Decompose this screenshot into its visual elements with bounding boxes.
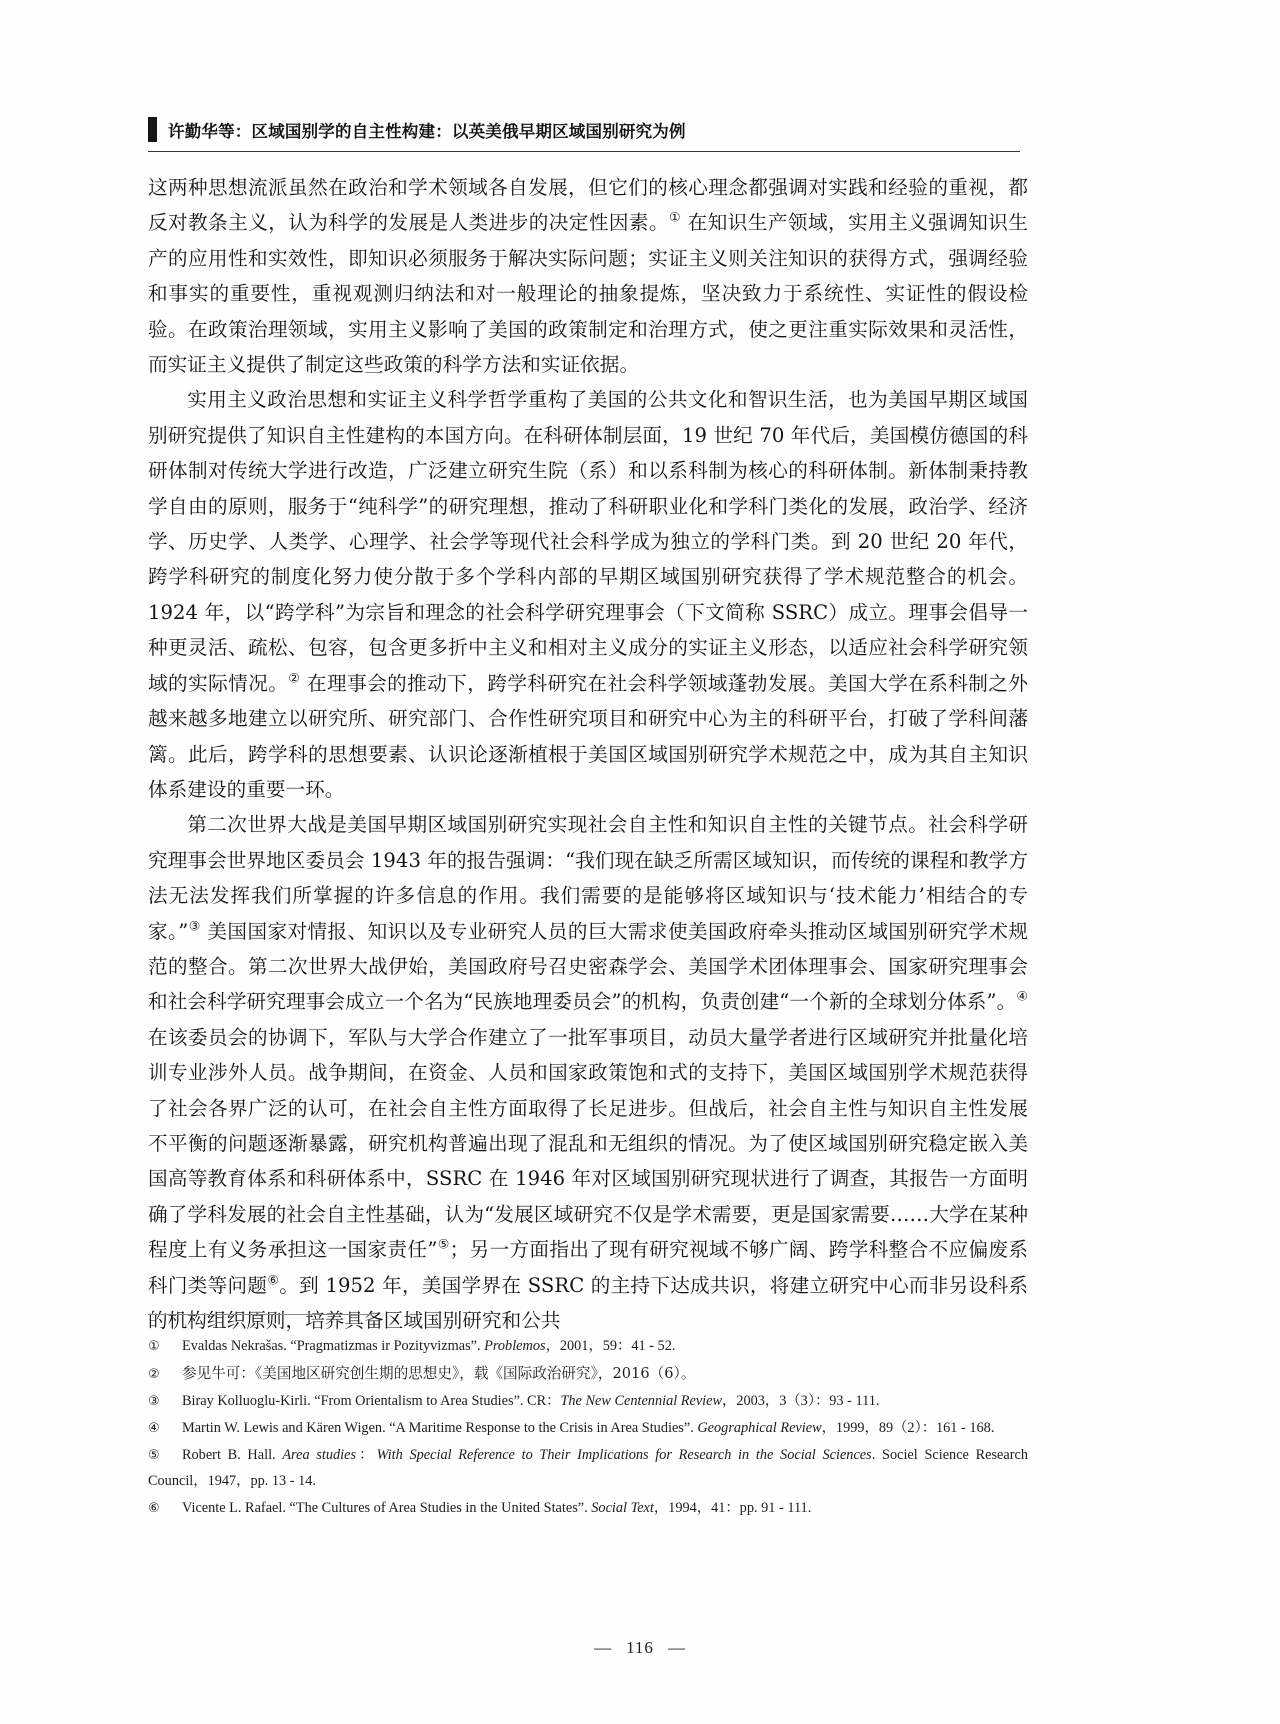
- footnote-marker: ⑥: [148, 1501, 160, 1517]
- footnote-item-2: [148, 1361, 1028, 1388]
- running-head: [148, 112, 1020, 152]
- footnote-marker: ②: [148, 1367, 160, 1383]
- footnote-marker: ④: [148, 1421, 160, 1437]
- page-number-dash-left: —: [594, 1638, 613, 1657]
- footnote-text: Biray Kolluoglu-Kirli. “From Orientalism to Area Studies”. CR：The New Centennial Review，2003，3（3）：93 - 111.: [182, 1393, 880, 1410]
- paragraph-1: 这两种思想流派虽然在政治和学术领域各自发展，但它们的核心理念都强调对实践和经验的重视，都反对教条主义，认为科学的发展是人类进步的决定性因素。① 在知识生产领域，实用主义强调知识生产的应用性和实效性，即知识必须服务于解决实际问题；实证主义则关注知识的获得方式，强调经验和事实的重要性，重视观测归纳法和对一般理论的抽象提炼，坚决致力于系统性、实证性的假设检验。在政策治理领域，实用主义影响了美国的政策制定和治理方式，使之更注重实际效果和灵活性，而实证主义提供了制定这些政策的科学方法和实证依据。: [148, 176, 1028, 377]
- footnote-list: [148, 1334, 1028, 1523]
- running-head-title: 许勤华等：区域国别学的自主性构建：以英美俄早期区域国别研究为例: [168, 121, 686, 141]
- footnote-text: Martin W. Lewis and Kären Wigen. “A Maritime Response to the Crisis in Area Studies”. Geographical Review，1999，89（2）：161 - 168.: [182, 1420, 995, 1437]
- footnote-item-1: [148, 1334, 1028, 1360]
- paragraph-3: 第二次世界大战是美国早期区域国别研究实现社会自主性和知识自主性的关键节点。社会科学研究理事会世界地区委员会 1943 年的报告强调：“我们现在缺乏所需区域知识，而传统的课程和教学方法无法发挥我们所掌握的许多信息的作用。我们需要的是能够将区域知识与‘技术能力’相结合的专家。”③ 美国国家对情报、知识以及专业研究人员的巨大需求使美国政府牵头推动区域国别研究学术规范的整合。第二次世界大战伊始，美国政府号召史密森学会、美国学术团体理事会、国家研究理事会和社会科学研究理事会成立一个名为“民族地理委员会”的机构，负责创建“一个新的全球划分体系”。④ 在该委员会的协调下，军队与大学合作建立了一批军事项目，动员大量学者进行区域研究并批量化培训专业涉外人员。战争期间，在资金、人员和国家政策饱和式的支持下，美国区域国别学术规范获得了社会各界广泛的认可，在社会自主性方面取得了长足进步。但战后，社会自主性与知识自主性发展不平衡的问题逐渐暴露，研究机构普遍出现了混乱和无组织的情况。为了使区域国别研究稳定嵌入美国高等教育体系和科研体系中，SSRC 在 1946 年对区域国别研究现状进行了调查，其报告一方面明确了学科发展的社会自主性基础，认为“发展区域研究不仅是学术需要，更是国家需要……大学在某种程度上有义务承担这一国家责任”⑤；另一方面指出了现有研究视域不够广阔、跨学科整合不应偏废系科门类等问题⑥。到 1952 年，美国学界在 SSRC 的主持下达成共识，将建立研究中心而非另设科系的机构组织原则，培养具备区域国别研究和公共: [148, 813, 1029, 1332]
- footnote-marker: ⑤: [148, 1448, 160, 1464]
- footnote-marker: ①: [148, 1339, 160, 1354]
- footnote-text: 参见牛可：《美国地区研究创生期的思想史》，载《国际政治研究》，2016（6）。: [182, 1365, 696, 1383]
- page-number-value: 116: [626, 1638, 654, 1657]
- footnote-separator-rule: [148, 1314, 372, 1315]
- footnote-item-4: [148, 1416, 1028, 1442]
- running-head-accent-bar: [148, 117, 157, 142]
- page-number: [0, 1638, 1280, 1658]
- paragraph-2: 实用主义政治思想和实证主义科学哲学重构了美国的公共文化和智识生活，也为美国早期区域国别研究提供了知识自主性建构的本国方向。在科研体制层面，19 世纪 70 年代后，美国模仿德国的科研体制对传统大学进行改造，广泛建立研究生院（系）和以系科制为核心的科研体制。新体制秉持教学自由的原则，服务于“纯科学”的研究理想，推动了科研职业化和学科门类化的发展，政治学、经济学、历史学、人类学、心理学、社会学等现代社会科学成为独立的学科门类。到 20 世纪 20 年代，跨学科研究的制度化努力使分散于多个学科内部的早期区域国别研究获得了学术规范整合的机会。1924 年，以“跨学科”为宗旨和理念的社会科学研究理事会（下文简称 SSRC）成立。理事会倡导一种更灵活、疏松、包容，包含更多折中主义和相对主义成分的实证主义形态，以适应社会科学研究领域的实际情况。② 在理事会的推动下，跨学科研究在社会科学领域蓬勃发展。美国大学在系科制之外越来越多地建立以研究所、研究部门、合作性研究项目和研究中心为主的科研平台，打破了学科间藩篱。此后，跨学科的思想要素、认识论逐渐植根于美国区域国别研究学术规范之中，成为其自主知识体系建设的重要一环。: [148, 388, 1028, 801]
- footnote-text: Robert B. Hall. Area studies：With Special Reference to Their Implications for Research in the Social Sciences. Sociel Science Research Council，1947，pp. 13 - 14.: [148, 1447, 1028, 1489]
- footnote-text: Vicente L. Rafael. “The Cultures of Area Studies in the United States”. Social Text，1994，41：pp. 91 - 111.: [182, 1500, 812, 1517]
- footnote-item-6: [148, 1496, 1028, 1522]
- footnote-text: Evaldas Nekrašas. “Pragmatizmas ir Pozityvizmas”. Problemos，2001，59：41 - 52.: [182, 1338, 676, 1354]
- footnote-item-3: [148, 1389, 1028, 1415]
- footnote-marker: ③: [148, 1394, 160, 1410]
- footnote-item-5: [148, 1443, 1028, 1494]
- page-number-dash-right: —: [667, 1638, 686, 1657]
- body-text-area: [148, 170, 1028, 1338]
